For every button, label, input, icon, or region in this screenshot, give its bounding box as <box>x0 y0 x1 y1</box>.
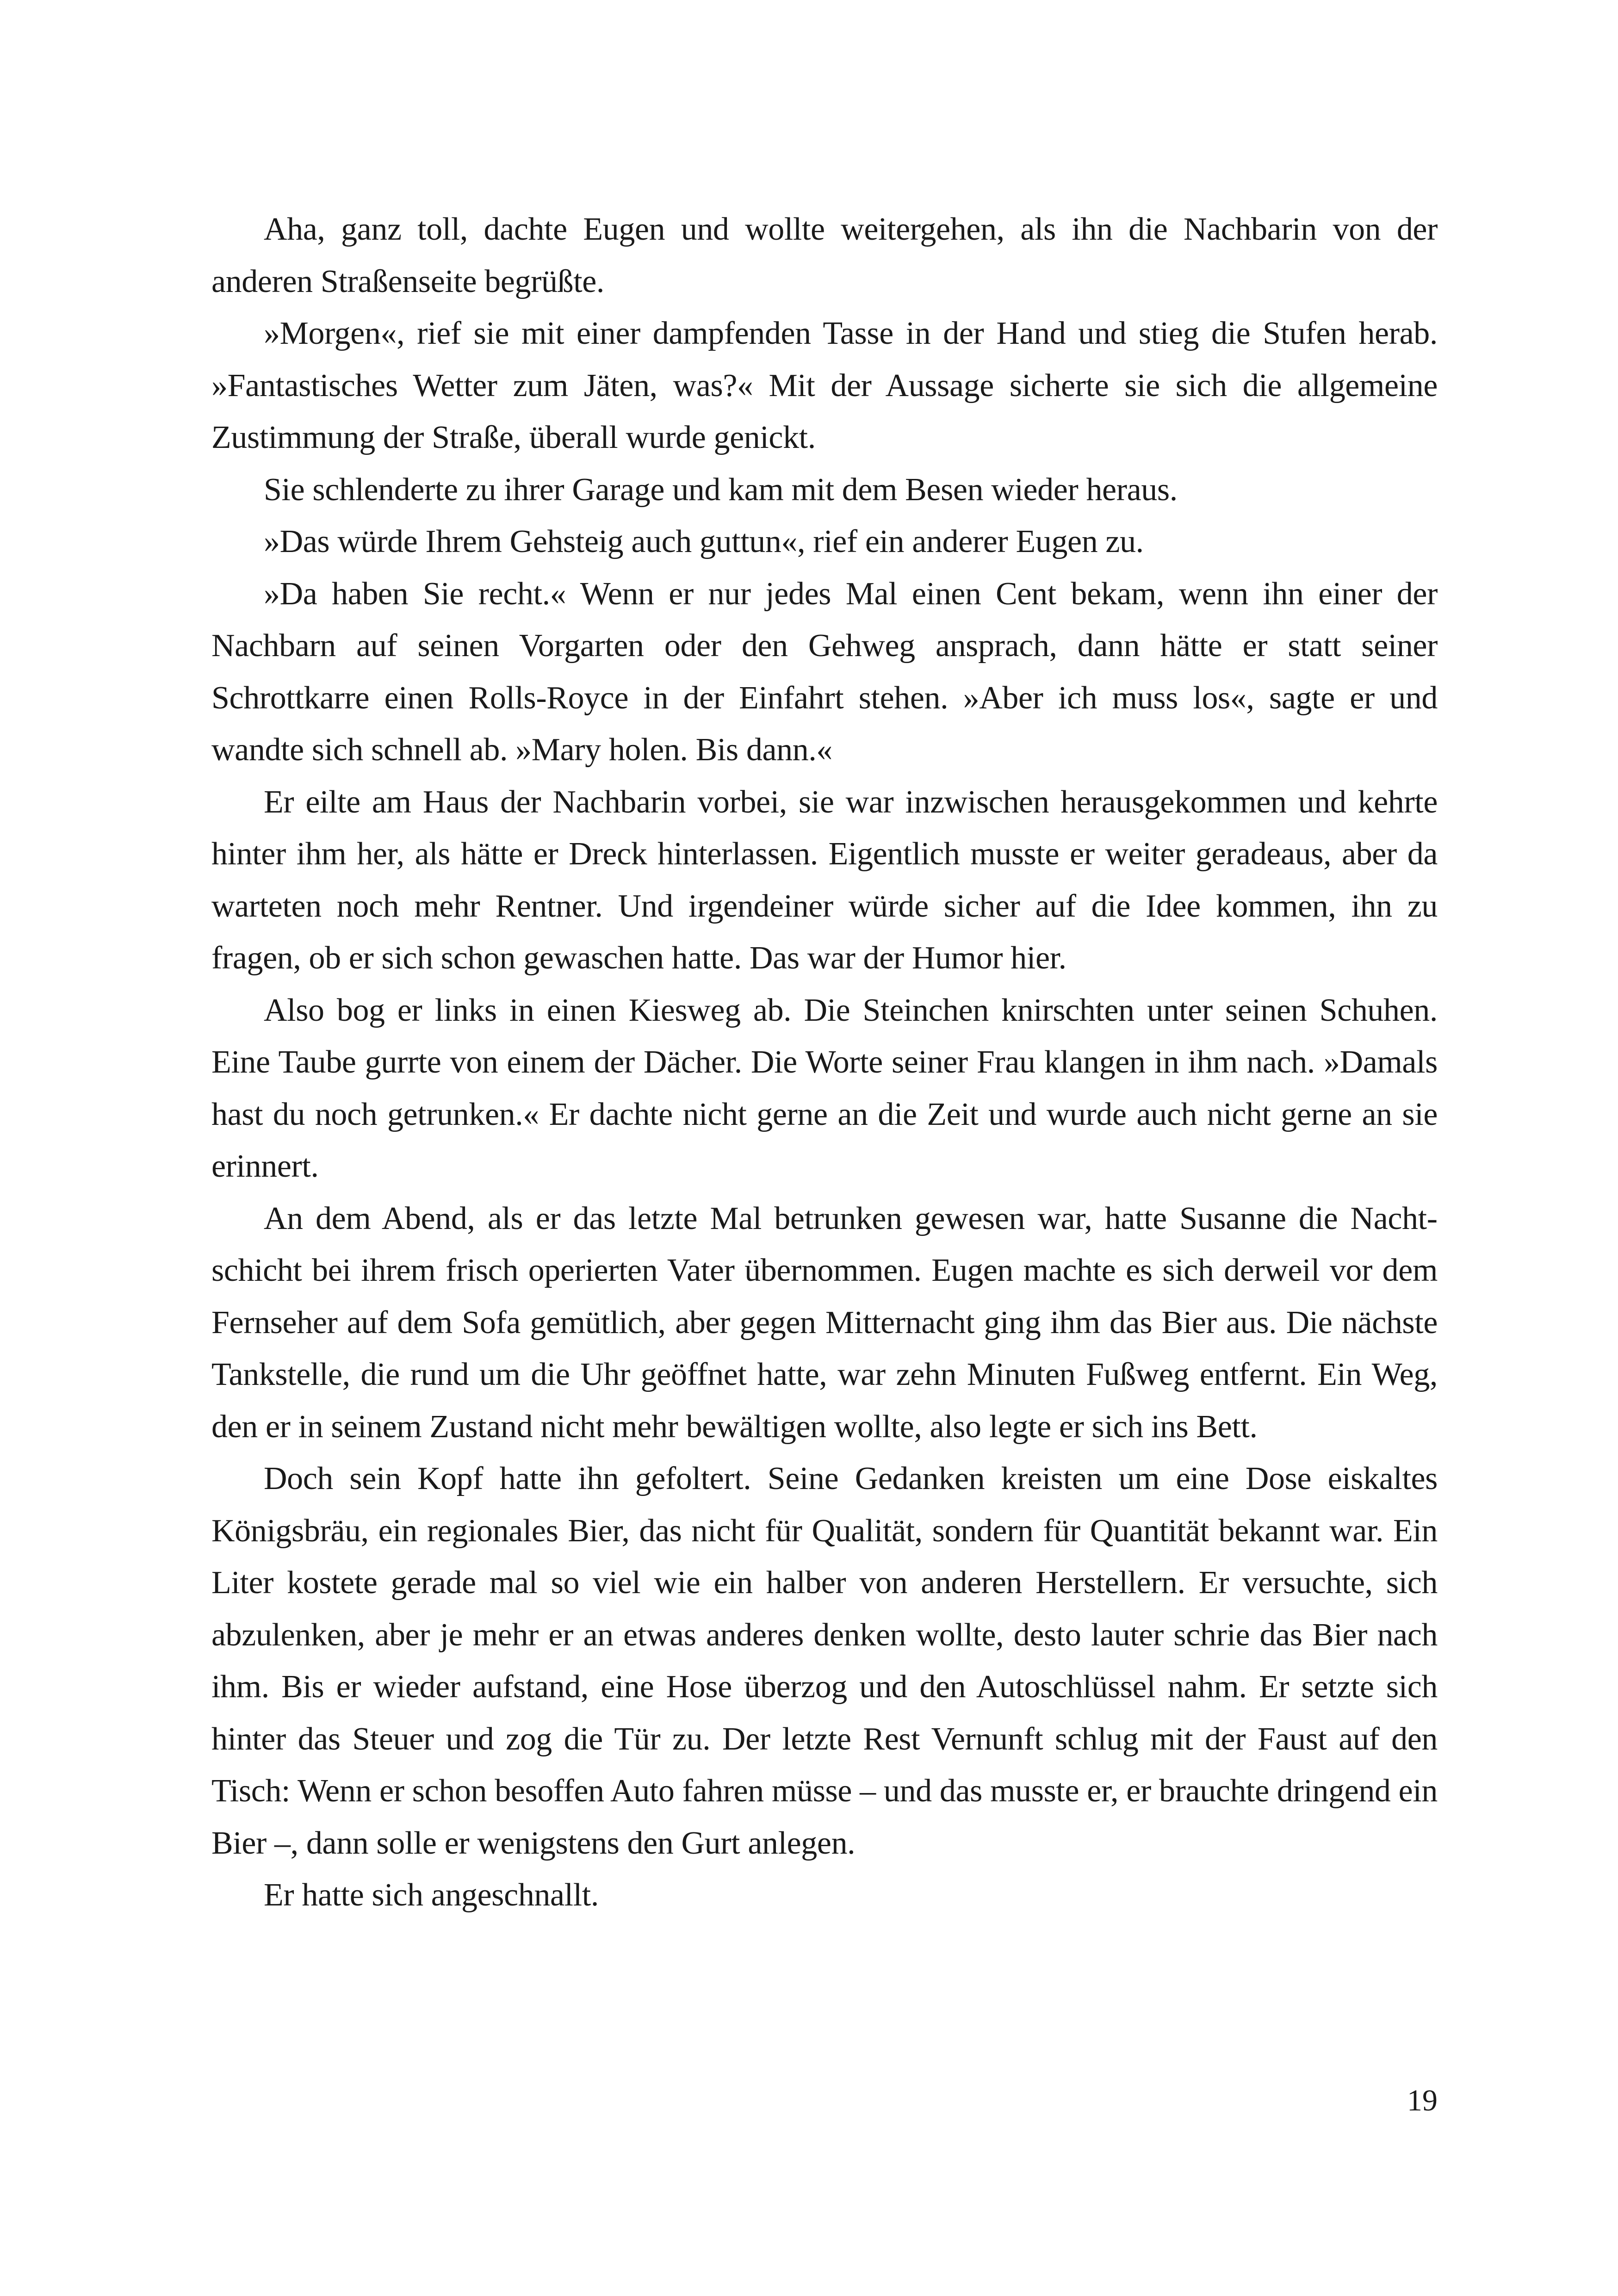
paragraph-3: Sie schlenderte zu ihrer Garage und kam mit dem Besen wieder heraus. <box>264 472 1178 508</box>
paragraph-9: Doch sein Kopf hatte ihn gefoltert. Seine Gedanken kreisten um eine Dose eiskaltes Königsbräu, ein regionales Bier, das nicht für Qualität, sondern für Quantität bekannt war. Ein Liter kostete gerade mal so viel wie ein halber von anderen Herstellern. Er versuchte, sich abzulenken, aber je mehr er an etwas anderes denken wollte, desto lauter schrie das Bier nach ihm. Bis er wieder aufstand, eine Hose überzog und den Autoschlüssel nahm. Er setzte sich hinter das Steuer und zog die Tür zu. Der letzte Rest Vernunft schlug mit der Faust auf den Tisch: Wenn er schon besoffen Auto fahren müsse – und das musste er, er brauchte dringend ein Bier –, dann solle er wenigstens den Gurt anlegen. <box>211 1461 1438 1861</box>
paragraph-6: Er eilte am Haus der Nachbarin vorbei, sie war inzwischen herausgekommen und kehrte hinter ihm her, als hätte er Dreck hinterlassen. Eigentlich musste er weiter geradeaus, aber da warteten noch mehr Rentner. Und irgendeiner würde sicher auf die Idee kommen, ihn zu fragen, ob er sich schon gewaschen hatte. Das war der Humor hier. <box>211 784 1438 976</box>
paragraph-1: Aha, ganz toll, dachte Eugen und wollte weitergehen, als ihn die Nachbarin von der anderen Straßenseite begrüßte. <box>211 211 1438 299</box>
paragraph-2: »Morgen«, rief sie mit einer dampfenden Tasse in der Hand und stieg die Stufen herab. »Fantastisches Wetter zum Jäten, was?« Mit der Aussage sicherte sie sich die allgemeine Zustimmung der Straße, überall wurde genickt. <box>211 316 1438 455</box>
paragraph-5: »Da haben Sie recht.« Wenn er nur jedes Mal einen Cent bekam, wenn ihn einer der Nachbarn auf seinen Vorgarten oder den Gehweg ansprach, dann hätte er statt seiner Schrottkarre einen Rolls-Royce in der Einfahrt stehen. »Aber ich muss los«, sagte er und wandte sich schnell ab. »Mary holen. Bis dann.« <box>211 576 1438 768</box>
body-text <box>211 204 1438 1922</box>
paragraph-10: Er hatte sich angeschnallt. <box>264 1877 599 1913</box>
page-number: 19 <box>1407 2084 1438 2117</box>
paragraph-8: An dem Abend, als er das letzte Mal betrunken gewesen war, hatte Susanne die Nachtschicht bei ihrem frisch operierten Vater übernommen. Eugen machte es sich derweil vor dem Fernseher auf dem Sofa gemütlich, aber gegen Mitternacht ging ihm das Bier aus. Die nächste Tankstelle, die rund um die Uhr geöffnet hatte, war zehn Minuten Fußweg entfernt. Ein Weg, den er in seinem Zustand nicht mehr bewältigen wollte, also legte er sich ins Bett. <box>211 1200 1438 1445</box>
paragraph-4: »Das würde Ihrem Gehsteig auch guttun«, rief ein anderer Eugen zu. <box>264 524 1144 559</box>
paragraph-7: Also bog er links in einen Kiesweg ab. Die Steinchen knirschten unter seinen Schuhen. Eine Taube gurrte von einem der Dächer. Die Worte seiner Frau klangen in ihm nach. »Damals hast du noch getrunken.« Er dachte nicht gerne an die Zeit und wurde auch nicht gerne an sie erinnert. <box>211 992 1438 1184</box>
